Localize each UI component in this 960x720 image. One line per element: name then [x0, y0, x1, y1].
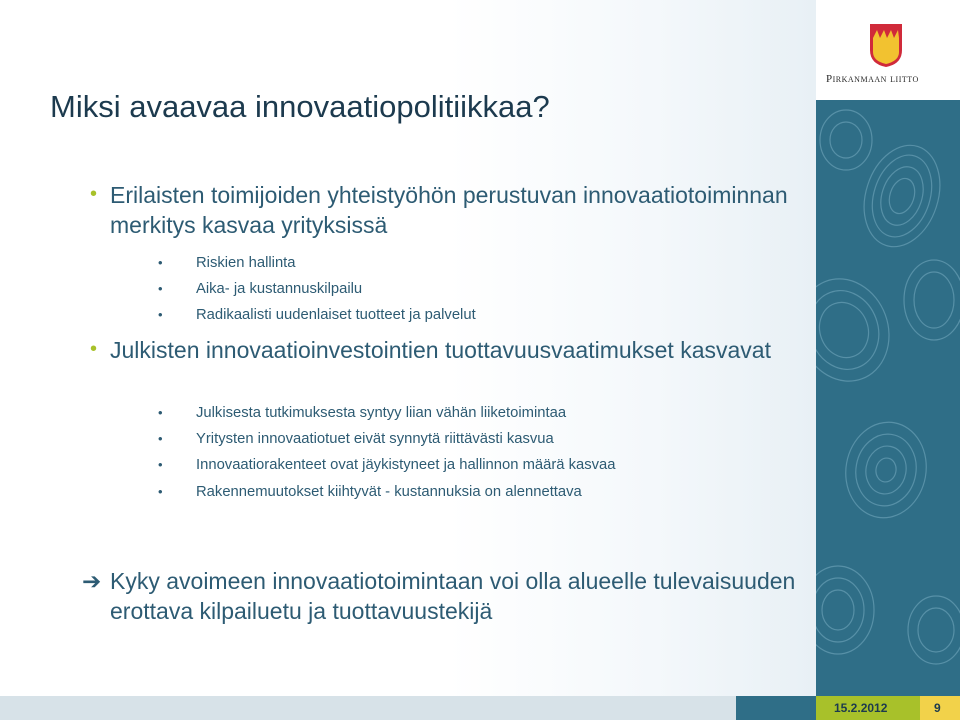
conclusion-text: Kyky avoimeen innovaatiotoimintaan voi olla alueelle tulevaisuuden erottava kilpailuetu ja tuottavuustekijä [110, 568, 796, 624]
arrow-right-icon: ➔ [82, 568, 102, 594]
sub-bullet-dot: • [158, 281, 163, 296]
footer-date: 15.2.2012 [834, 701, 888, 715]
sidebar [816, 0, 960, 696]
bullet-2-text: Julkisten innovaatioinvestointien tuottavuusvaatimukset kasvavat [110, 337, 771, 363]
sub-bullet-2-2 [158, 429, 554, 449]
bullet-2 [90, 335, 810, 365]
footer-accent [736, 696, 816, 720]
footer [0, 696, 960, 720]
sub-bullet-2-3 [158, 455, 616, 475]
sub-bullet-2-1 [158, 403, 566, 423]
sub-bullet-dot: • [158, 307, 163, 322]
contour-pattern [816, 0, 960, 696]
sub-bullet-1-3 [158, 305, 476, 325]
org-name: Pirkanmaan liitto [826, 73, 919, 85]
sub-bullet-dot: • [158, 457, 163, 472]
sub-bullet-1-2 [158, 279, 362, 299]
slide-title: Miksi avaavaa innovaatiopolitiikkaa? [50, 89, 550, 124]
sub-bullet-text: Innovaatiorakenteet ovat jäykistyneet ja hallinnon määrä kasvaa [196, 457, 616, 473]
sub-bullet-text: Aika- ja kustannuskilpailu [196, 281, 363, 297]
bullet-dot: • [90, 183, 98, 205]
sub-bullet-text: Yritysten innovaatiotuet eivät synnytä riittävästi kasvua [196, 431, 554, 447]
sub-bullet-dot: • [158, 484, 163, 499]
conclusion [82, 566, 802, 626]
sub-bullet-1-1 [158, 253, 296, 273]
sub-bullet-text: Radikaalisti uudenlaiset tuotteet ja palvelut [196, 307, 476, 323]
bullet-1 [90, 180, 810, 240]
sub-bullet-dot: • [158, 431, 163, 446]
sub-bullet-text: Julkisesta tutkimuksesta syntyy liian vähän liiketoimintaa [196, 405, 567, 421]
sub-bullet-2-4 [158, 482, 582, 502]
page-number: 9 [934, 701, 941, 715]
sub-bullet-text: Riskien hallinta [196, 255, 296, 271]
sub-bullet-text: Rakennemuutokset kiihtyvät - kustannuksia on alennettava [196, 484, 582, 500]
logo-area [816, 0, 960, 100]
bullet-dot: • [90, 338, 98, 360]
sub-bullet-dot: • [158, 255, 163, 270]
bullet-1-text: Erilaisten toimijoiden yhteistyöhön perustuvan innovaatiotoiminnan merkitys kasvaa yrityksissä [110, 182, 788, 238]
coat-of-arms-icon [868, 22, 904, 68]
sub-bullet-dot: • [158, 405, 163, 420]
